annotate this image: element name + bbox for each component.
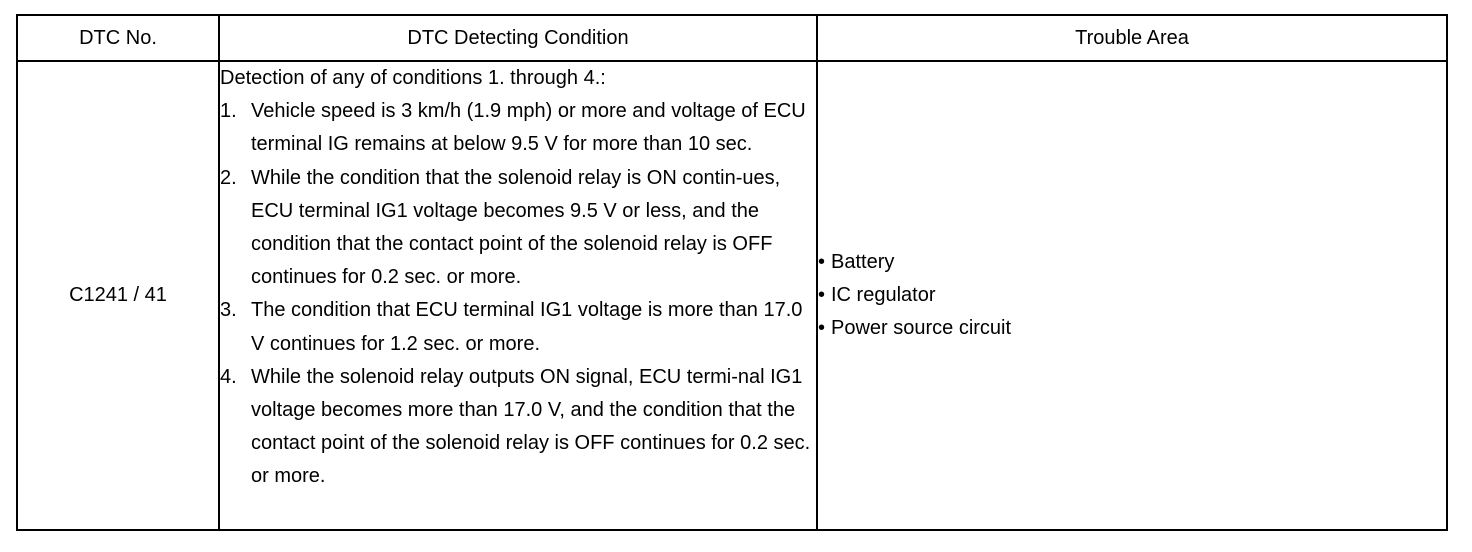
condition-number: 3. bbox=[220, 299, 237, 322]
condition-text: The condition that ECU terminal IG1 voltage is more than 17.0 V continues for 1.2 sec. or more. bbox=[251, 299, 803, 355]
condition-item bbox=[220, 361, 816, 494]
header-trouble-area: Trouble Area bbox=[817, 15, 1447, 61]
trouble-area-item: • Battery bbox=[818, 246, 1446, 279]
condition-number: 2. bbox=[220, 166, 237, 189]
trouble-area-item: • IC regulator bbox=[818, 279, 1446, 312]
condition-item bbox=[220, 294, 816, 360]
condition-list bbox=[220, 95, 816, 493]
condition-number: 4. bbox=[220, 365, 237, 388]
header-dtc-no: DTC No. bbox=[17, 15, 219, 61]
header-row bbox=[17, 15, 1447, 61]
condition-text: While the condition that the solenoid relay is ON contin-ues, ECU terminal IG1 voltage becomes 9.5 V or less, and the condition that the contact point of the solenoid relay is OFF continues for 0.2 sec. or more. bbox=[251, 166, 781, 289]
condition-item bbox=[220, 95, 816, 161]
condition-intro: Detection of any of conditions 1. through 4.: bbox=[220, 67, 606, 89]
condition-number: 1. bbox=[220, 100, 237, 123]
trouble-area-cell bbox=[817, 61, 1447, 530]
header-detecting-condition: DTC Detecting Condition bbox=[219, 15, 817, 61]
condition-text: While the solenoid relay outputs ON signal, ECU termi-nal IG1 voltage becomes more than 17.0 V, and the condition that the contact point of the solenoid relay is OFF continues for 0.2 sec. or more. bbox=[251, 365, 811, 488]
table-row bbox=[17, 61, 1447, 530]
condition-text: Vehicle speed is 3 km/h (1.9 mph) or more and voltage of ECU terminal IG remains at below 9.5 V for more than 10 sec. bbox=[251, 100, 806, 156]
condition-item bbox=[220, 162, 816, 295]
dtc-table bbox=[16, 14, 1448, 531]
condition-cell bbox=[219, 61, 817, 530]
trouble-area-list bbox=[818, 246, 1446, 345]
trouble-area-item: • Power source circuit bbox=[818, 312, 1446, 345]
dtc-code-cell: C1241 / 41 bbox=[17, 61, 219, 530]
